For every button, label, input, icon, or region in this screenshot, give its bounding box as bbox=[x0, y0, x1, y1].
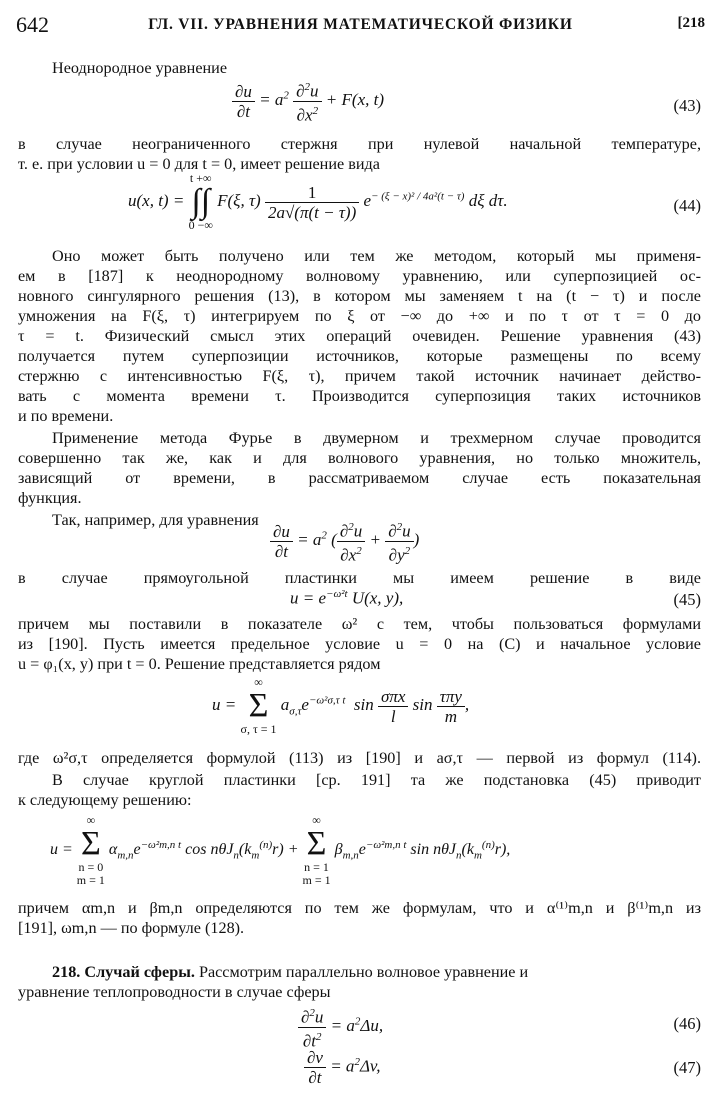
equation-44: u(x, t) = t +∞ ∫∫ 0 −∞ F(ξ, τ) $\frac{1}{2a√(\pi(t - \tau))}$ $e^{- (\xi - x)^2 / 4a^2(t - \tau)}$ dξ dτ. bbox=[128, 171, 508, 232]
text-line: где ω²σ,τ определяется формулой (113) из [190] и aσ,τ — первой из формул (114). bbox=[18, 749, 701, 767]
text-line: в случае прямоугольной пластинки мы имеем решение в виде bbox=[18, 569, 701, 587]
text-line: зависящий от времени, в рассматриваемом случае есть показательная bbox=[18, 469, 701, 487]
equation-heat-2d: $\frac{\partial u}{\partial t}$ = $a^2$ ( $\frac{\partial^2u}{\partial x^2}$ + $\frac{\partial^2u}{\partial y^2}$ ) bbox=[270, 518, 419, 564]
equation-series-rect: u = ∞ Σ σ, τ = 1 $a_{\sigma,\tau}e^{-\omega^2\sigma,\tau t}$ sin $\frac{\text{σπx}}{l}$ sin $\frac{\text{τπy}}{m}$ , bbox=[212, 675, 470, 736]
text-line: вать с момента времени τ. Производится суперпозиция таких источников bbox=[18, 387, 701, 405]
text-line: умножения на F(ξ, τ) интегрируем по ξ от −∞ до +∞ и по τ от τ = 0 до bbox=[18, 307, 701, 325]
text-line: новного сингулярного решения (13), в котором мы заменяем t на (t − τ) и после bbox=[18, 287, 701, 305]
text-line: в случае неограниченного стержня при нулевой начальной температуре, bbox=[18, 135, 701, 153]
equation-number: (47) bbox=[673, 1058, 701, 1077]
text-line: причем мы поставили в показателе ω² с тем, чтобы пользоваться формулами bbox=[18, 615, 701, 633]
text-line: [191], ωm,n — по формуле (128). bbox=[18, 919, 245, 937]
equation-number: (44) bbox=[673, 196, 701, 215]
text-line: получается путем суперпозиции источников, которые размещены по всему bbox=[18, 347, 701, 365]
running-title: ГЛ. VII. УРАВНЕНИЯ МАТЕМАТИЧЕСКОЙ ФИЗИКИ bbox=[148, 16, 573, 33]
text-line: причем αm,n и βm,n определяются по тем же формулам, что и α⁽¹⁾m,n и β⁽¹⁾m,n из bbox=[18, 899, 701, 917]
text-line: В случае круглой пластинки [ср. 191] та же подстановка (45) приводит bbox=[52, 771, 701, 789]
text-line: u = φ₁(x, y) при t = 0. Решение представляется рядом bbox=[18, 655, 381, 673]
text-line: т. е. при условии u = 0 для t = 0, имеет решение вида bbox=[18, 155, 380, 173]
text-line: совершенно так же, как и для волнового уравнения, но только множитель, bbox=[18, 449, 701, 467]
section-218-first-line bbox=[52, 962, 701, 982]
text-line: функция. bbox=[18, 489, 82, 507]
equation-number: (45) bbox=[673, 590, 701, 609]
text-span: Рассмотрим параллельно волновое уравнение и bbox=[198, 963, 529, 981]
text-line: уравнение теплопроводности в случае сферы bbox=[18, 983, 331, 1001]
equation-43: $\frac{\partial u}{\partial t}$ = $a^2$ $\frac{\partial^2u}{\partial x^2}$ + F(x, t) bbox=[232, 78, 384, 124]
page-number: 642 bbox=[16, 12, 49, 37]
text-line: и по времени. bbox=[18, 407, 114, 425]
equation-46: $\frac{\partial^2u}{\partial t^2}$ = $a^2\Delta u$, bbox=[298, 1004, 383, 1050]
text-line: ем в [187] к неоднородному волновому уравнению, или суперпозицией ос- bbox=[18, 267, 701, 285]
section-heading: 218. Случай сферы. bbox=[52, 963, 195, 981]
text-line: к следующему решению: bbox=[18, 791, 192, 809]
text-line: τ = t. Физический смысл этих операций очевиден. Решение уравнения (43) bbox=[18, 327, 701, 345]
equation-45: $u = e^{-\omega^2t}$ U(x, y), bbox=[290, 588, 404, 608]
text-line: Оно может быть получено или тем же методом, который мы применя- bbox=[52, 247, 701, 265]
equation-number: (43) bbox=[673, 96, 701, 115]
page-header bbox=[14, 12, 707, 38]
equation-number: (46) bbox=[673, 1014, 701, 1033]
text-line: Так, например, для уравнения bbox=[52, 511, 259, 529]
text-line: из [190]. Пусть имеется предельное условие u = 0 на (C) и начальное условие bbox=[18, 635, 701, 653]
text-line: стержню с интенсивностью F(ξ, τ), причем такой источник начинает действо- bbox=[18, 367, 701, 385]
equation-series-circle: u = ∞ Σ n = 0 m = 1 $\alpha_{m,n}e^{-\omega^2m,n t}$ $\cos n\theta J_n(k_m^{(n)}r)$ + ∞ Σ n = 1 m = 1 $\beta_{m,n}e^{-\omega^2m,n t}$ $\sin n\theta J_n(k_m^{(n)}r)$, bbox=[50, 813, 511, 887]
text-line: Применение метода Фурье в двумерном и трехмерном случае проводится bbox=[52, 429, 701, 447]
section-marker: [218 bbox=[677, 15, 705, 31]
equation-47: $\frac{\partial v}{\partial t}$ = $a^2\Delta v$, bbox=[304, 1048, 380, 1087]
text-line: Неоднородное уравнение bbox=[52, 59, 228, 77]
